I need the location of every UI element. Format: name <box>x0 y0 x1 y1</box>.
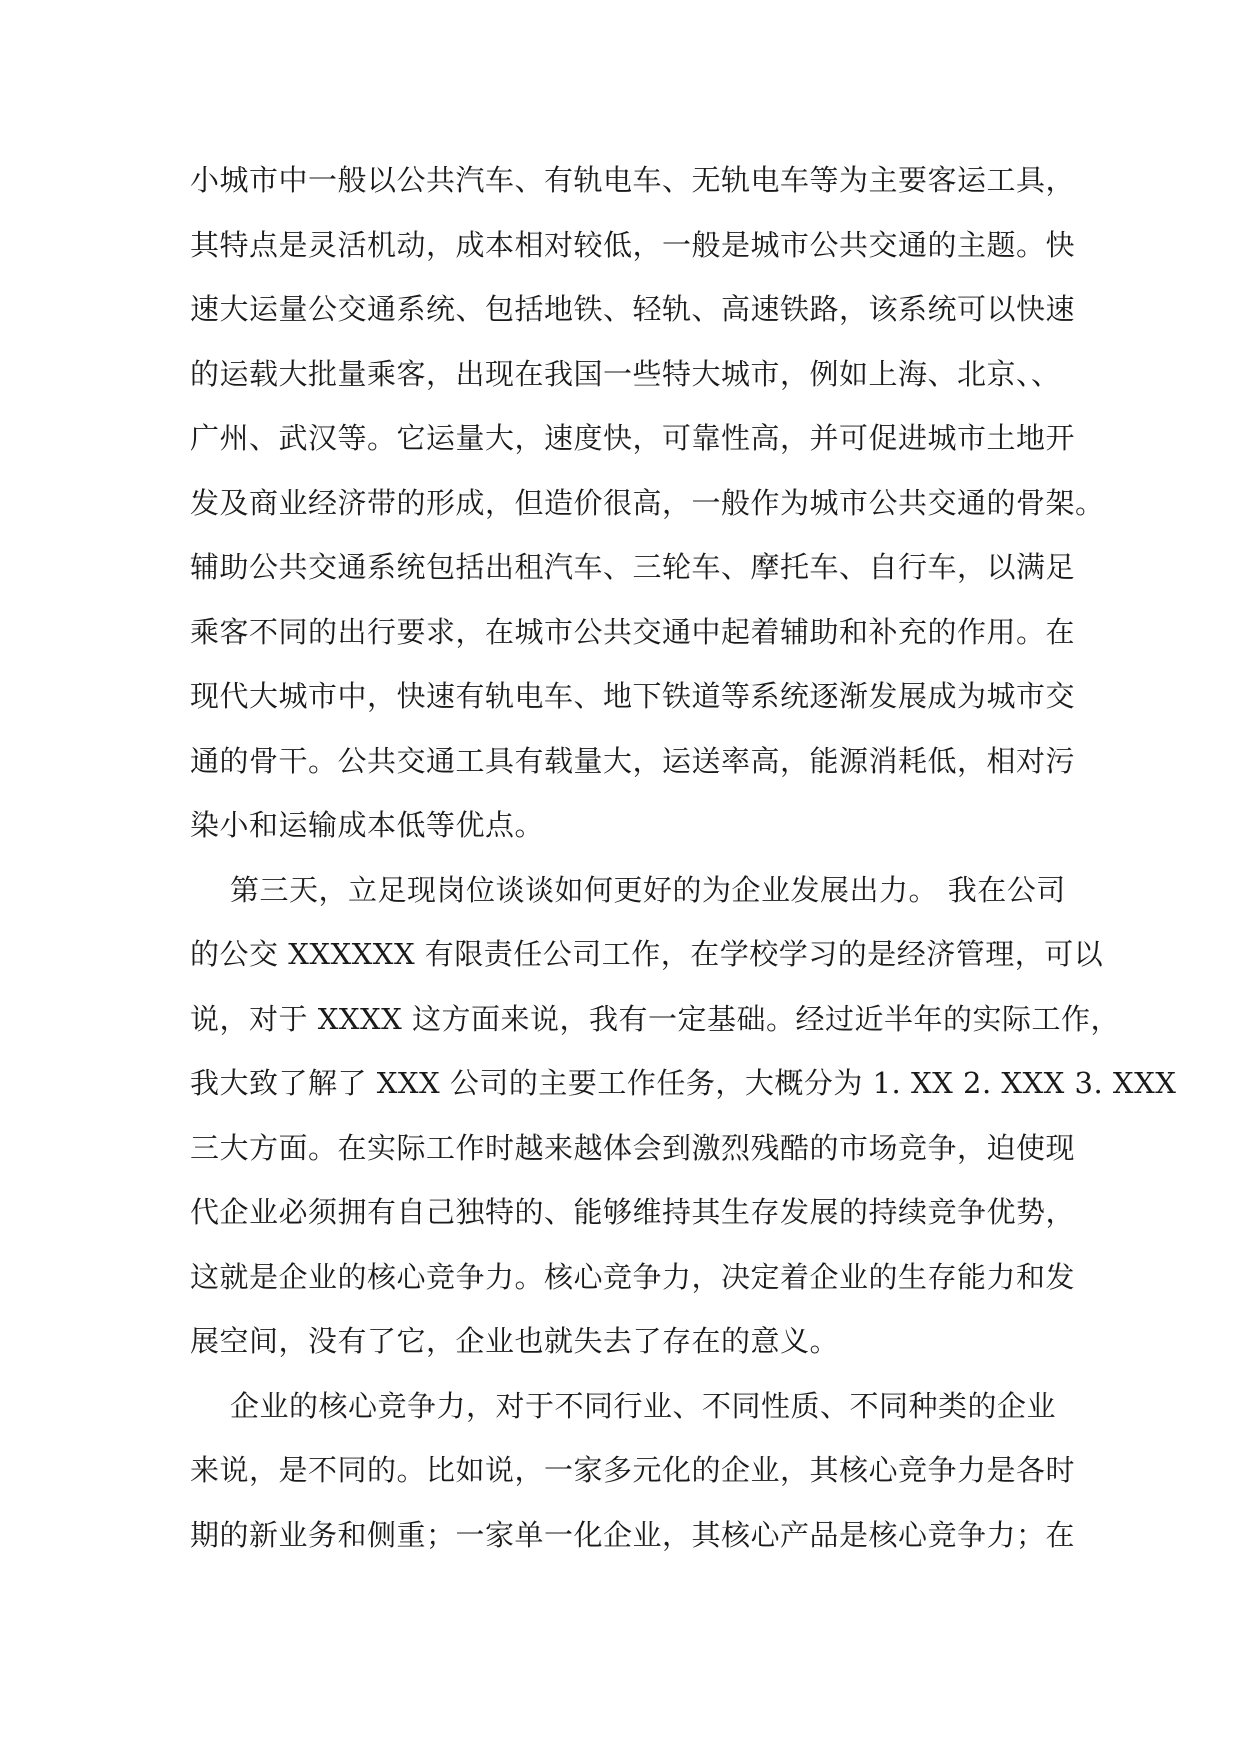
text-line: 速大运量公交通系统、包括地铁、轻轨、高速铁路，该系统可以快速 <box>190 292 1076 326</box>
text-line: 广州、武汉等。它运量大，速度快，可靠性高，并可促进城市土地开 <box>190 421 1076 455</box>
text-line: 这就是企业的核心竞争力。核心竞争力，决定着企业的生存能力和发 <box>190 1259 1076 1294</box>
text-line: 通的骨干。公共交通工具有载量大，运送率高，能源消耗低，相对污 <box>190 743 1076 778</box>
text-line: 展空间，没有了它，企业也就失去了存在的意义。 <box>190 1324 840 1358</box>
text-line: 说，对于 XXXX 这方面来说，我有一定基础。经过近半年的实际工作， <box>190 1001 1121 1036</box>
text-line: 辅助公共交通系统包括出租汽车、三轮车、摩托车、自行车，以满足 <box>190 550 1076 584</box>
text-line: 我大致了解了 XXX 公司的主要工作任务，大概分为 1. XX 2. XXX 3. XXX <box>190 1066 1177 1100</box>
text-line: 三大方面。在实际工作时越来越体会到激烈残酷的市场竞争，迫使现 <box>190 1130 1076 1165</box>
text-line: 的运载大批量乘客，出现在我国一些特大城市，例如上海、北京、、 <box>190 356 1061 391</box>
text-line: 染小和运输成本低等优点。 <box>190 808 545 842</box>
document-body <box>190 160 1177 1579</box>
text-line: 乘客不同的出行要求，在城市公共交通中起着辅助和补充的作用。在 <box>190 614 1076 649</box>
paragraph-first-line: 第三天，立足现岗位谈谈如何更好的为企业发展出力。 我在公司 <box>230 872 1066 907</box>
text-line: 现代大城市中，快速有轨电车、地下铁道等系统逐渐发展成为城市交 <box>190 679 1076 713</box>
text-line: 代企业必须拥有自己独特的、能够维持其生存发展的持续竞争优势， <box>190 1195 1076 1229</box>
text-line: 期的新业务和侧重；一家单一化企业，其核心产品是核心竞争力；在 <box>190 1517 1076 1552</box>
text-line: 其特点是灵活机动，成本相对较低，一般是城市公共交通的主题。快 <box>190 227 1076 262</box>
text-line: 发及商业经济带的形成，但造价很高，一般作为城市公共交通的骨架。 <box>190 485 1105 520</box>
text-line: 的公交 XXXXXX 有限责任公司工作，在学校学习的是经济管理，可以 <box>190 937 1104 971</box>
text-line: 来说，是不同的。比如说，一家多元化的企业，其核心竞争力是各时 <box>190 1453 1076 1487</box>
text-line: 小城市中一般以公共汽车、有轨电车、无轨电车等为主要客运工具， <box>190 163 1076 197</box>
paragraph-first-line: 企业的核心竞争力，对于不同行业、不同性质、不同种类的企业 <box>230 1388 1057 1423</box>
